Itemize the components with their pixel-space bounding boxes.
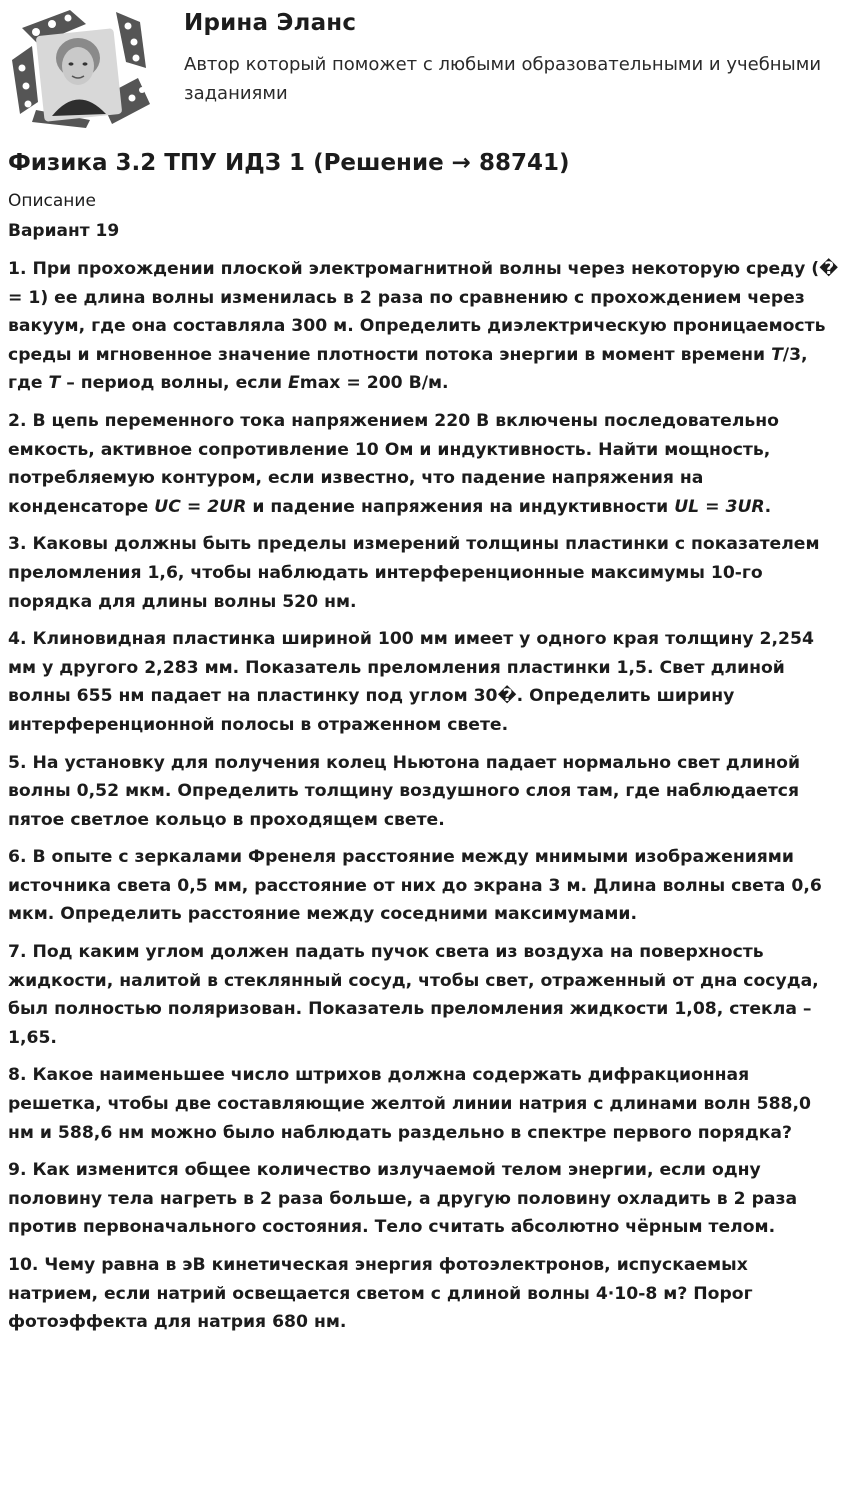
author-name[interactable]: Ирина Эланс xyxy=(184,10,357,36)
main-content xyxy=(8,145,840,1346)
variant-label: Вариант 19 xyxy=(8,221,120,241)
description-label: Описание xyxy=(8,191,96,211)
author-header xyxy=(0,0,847,130)
task-item-6: 6. В опыте с зеркалами Френеля расстояние между мнимыми изображениями источника света 0,5 мм, расстояние от них до экрана 3 м. Длина волны света 0,6 мкм. Определить расстояние между соседними максимумами. xyxy=(8,847,822,925)
task-item-3: 3. Каковы должны быть пределы измерений толщины пластинки с показателем преломления 1,6, чтобы наблюдать интерференционные максимумы 10-го порядка для длины волны 520 нм. xyxy=(8,534,820,612)
task-item-7: 7. Под каким углом должен падать пучок света из воздуха на поверхность жидкости, налитой в стеклянный сосуд, чтобы свет, отраженный от дна сосуда, был полностью поляризован. Показатель преломления жидкости 1,08, стекла – 1,65. xyxy=(8,942,819,1048)
task-item-5: 5. На установку для получения колец Ньютона падает нормально свет длиной волны 0,52 мкм. Определить толщину воздушного слоя там, где наблюдается пятое светлое кольцо в проходящем свете. xyxy=(8,752,801,830)
task-list xyxy=(8,255,840,1337)
task-item-10: 10. Чему равна в эВ кинетическая энергия фотоэлектронов, испускаемых натрием, если натрий освещается светом с длиной волны 4·10-8 м? Порог фотоэффекта для натрия 680 нм. xyxy=(8,1255,753,1333)
task-item-9: 9. Как изменится общее количество излучаемой телом энергии, если одну половину тела нагреть в 2 раза больше, а другую половину охладить в 2 раза против первоначального состояния. Тело считать абсолютно чёрным телом. xyxy=(8,1160,798,1238)
author-photo-frame-icon xyxy=(8,6,152,128)
task-item-4: 4. Клиновидная пластинка шириной 100 мм имеет у одного края толщину 2,254 мм у другого 2,283 мм. Показатель преломления пластинки 1,5. Свет длиной волны 655 нм падает на пластинку под углом 30�. Определить ширину интерференционной полосы в отраженном свете. xyxy=(8,629,814,735)
author-description: Автор который поможет с любыми образовательными и учебными заданиями xyxy=(184,54,822,104)
task-item-2: 2. В цепь переменного тока напряжением 220 В включены последовательно емкость, активное сопротивление 10 Ом и индуктивность. Найти мощность, потребляемую контуром, если известно, что падение напряжения на конденсаторе UC = 2UR и падение напряжения на индуктивности UL = 3UR. xyxy=(8,410,779,517)
task-item-8: 8. Какое наименьшее число штрихов должна содержать дифракционная решетка, чтобы две составляющие желтой линии натрия с длинами волн 588,0 нм и 588,6 нм можно было наблюдать раздельно в спектре первого порядка? xyxy=(8,1065,811,1143)
page-title: Физика 3.2 ТПУ ИДЗ 1 (Решение → 88741) xyxy=(8,150,570,176)
task-item-1: 1. При прохождении плоской электромагнитной волны через некоторую среду (� = 1) ее длина волны изменилась в 2 раза по сравнению с прохождением через вакуум, где она составляла 300 м. Определить диэлектрическую проницаемость среды и мгновенное значение плотности потока энергии в момент времени T/3, где T – период волны, если Emax = 200 В/м. xyxy=(8,259,839,394)
